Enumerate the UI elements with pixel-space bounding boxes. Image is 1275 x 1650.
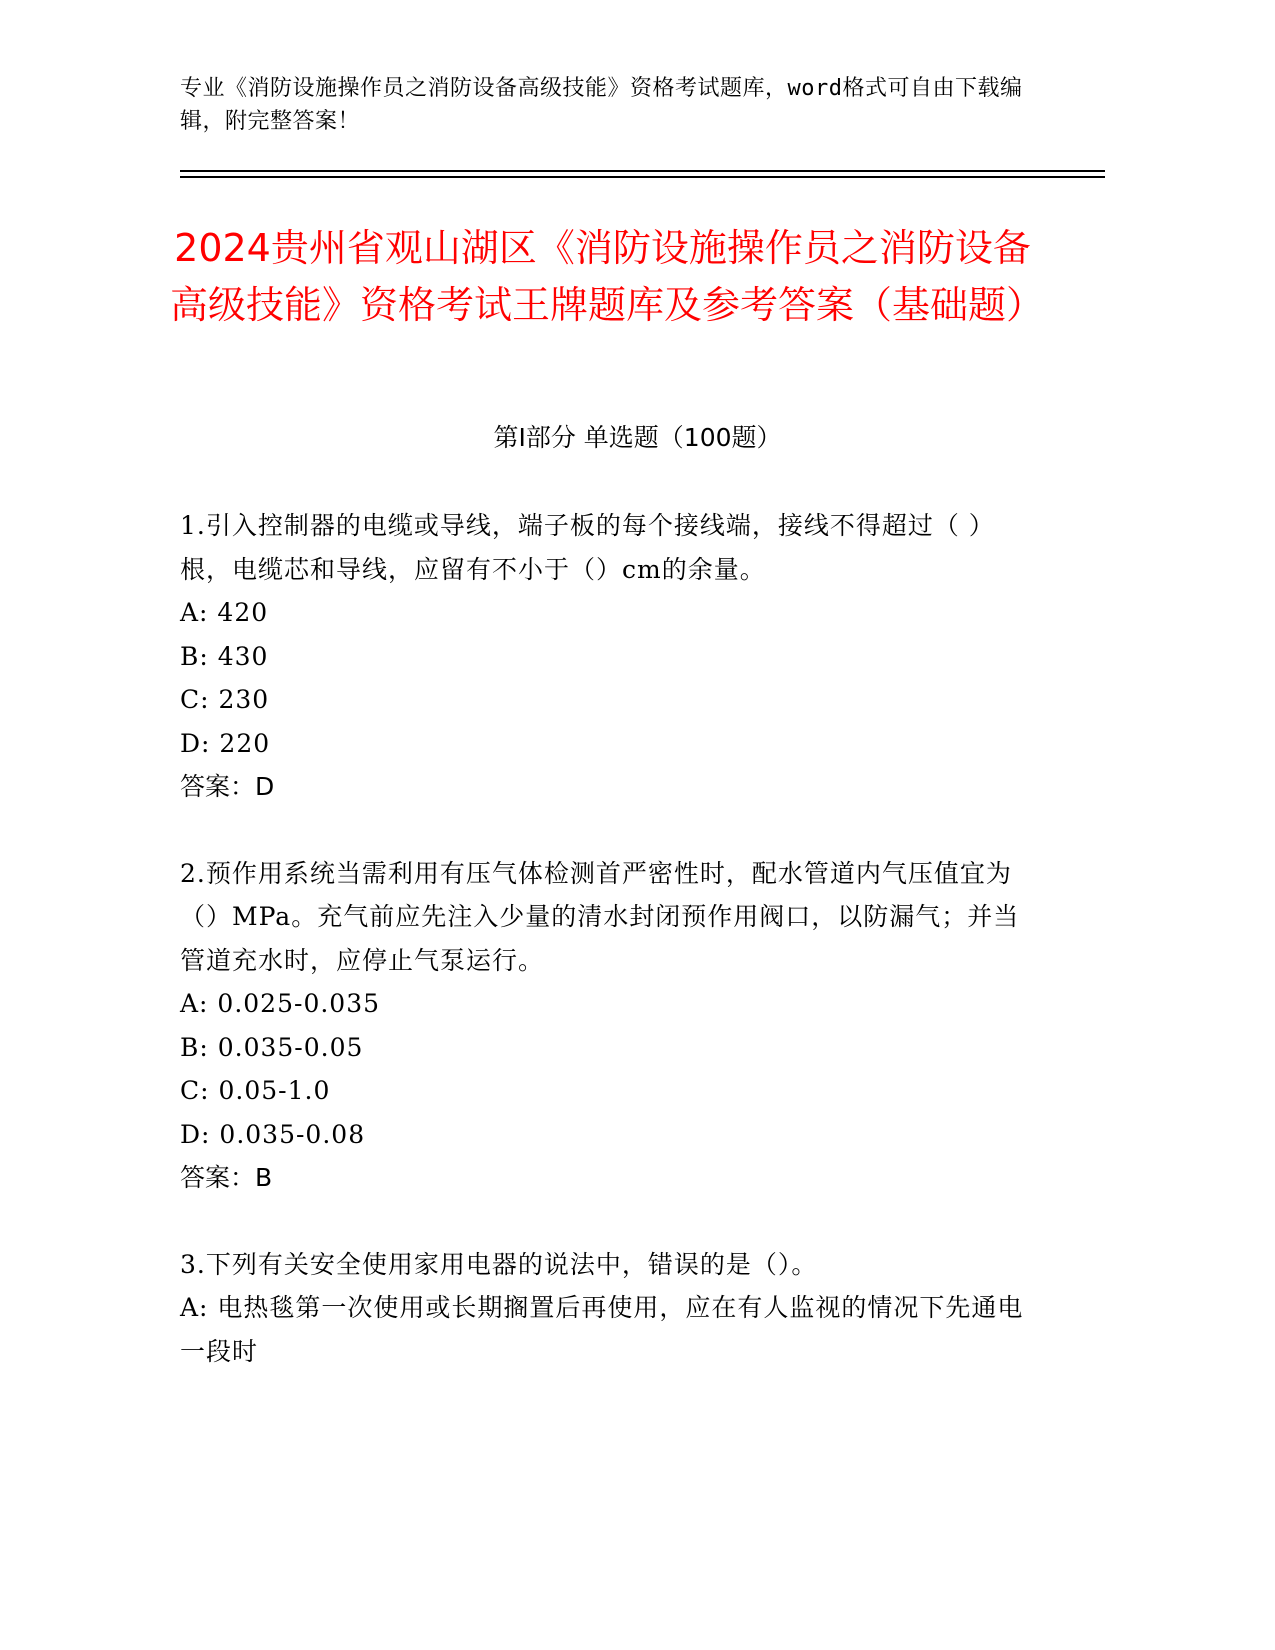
question-text: 2.预作用系统当需利用有压气体检测首严密性时，配水管道内气压值宜为（）MPa。充气前应先注入少量的清水封闭预作用阀口，以防漏气；并当管道充水时，应停止气泵运行。 bbox=[180, 858, 1020, 975]
option-b: B: 0.035-0.05 bbox=[180, 1032, 364, 1062]
question-text: 1.引入控制器的电缆或导线，端子板的每个接线端，接线不得超过（ ）根，电缆芯和导线，应留有不小于（）cm的余量。 bbox=[180, 511, 995, 584]
header-divider-bottom bbox=[180, 176, 1105, 178]
option-c: C: 0.05-1.0 bbox=[180, 1076, 331, 1105]
header-note: 专业《消防设施操作员之消防设备高级技能》资格考试题库，word格式可自由下载编辑，附完整答案！ bbox=[180, 76, 1023, 134]
question-3 bbox=[180, 1243, 1030, 1374]
option-a: A: 电热毯第一次使用或长期搁置后再使用，应在有人监视的情况下先通电一段时 bbox=[180, 1293, 1024, 1366]
section-title: 第I部分 单选题（100题） bbox=[493, 423, 782, 452]
question-text: 3.下列有关安全使用家用电器的说法中，错误的是（）。 bbox=[180, 1249, 818, 1279]
answer: 答案：D bbox=[180, 772, 275, 801]
answer: 答案：B bbox=[180, 1163, 273, 1192]
option-d: D: 220 bbox=[180, 728, 271, 758]
header-divider-top bbox=[180, 170, 1105, 172]
option-a: A: 0.025-0.035 bbox=[180, 989, 381, 1018]
option-a: A: 420 bbox=[180, 598, 269, 627]
option-c: C: 230 bbox=[180, 685, 270, 714]
option-d: D: 0.035-0.08 bbox=[180, 1119, 366, 1149]
question-2 bbox=[180, 852, 1030, 1200]
option-b: B: 430 bbox=[180, 641, 269, 671]
document-title: 2024贵州省观山湖区《消防设施操作员之消防设备高级技能》资格考试王牌题库及参考答案（基础题） bbox=[170, 226, 1045, 327]
question-1 bbox=[180, 504, 1030, 809]
question-list bbox=[180, 504, 1030, 1416]
